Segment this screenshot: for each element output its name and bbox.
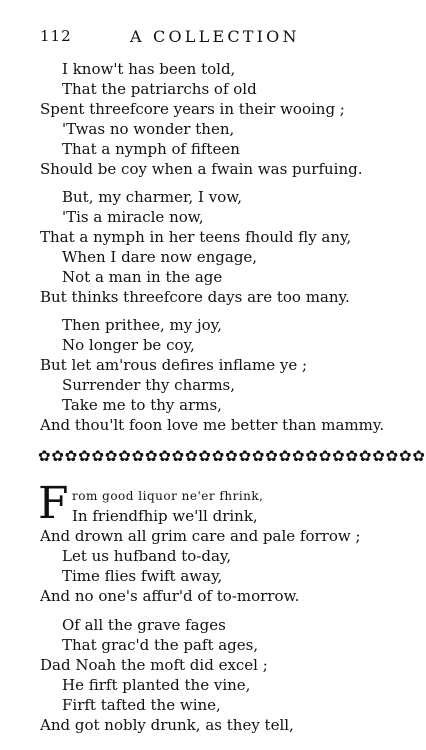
verse-line: That the patriarchs of old bbox=[62, 80, 257, 98]
verse-line: That a nymph of fifteen bbox=[62, 140, 240, 158]
verse-line: And no one's affur'd of to-morrow. bbox=[40, 587, 300, 605]
verse-line: Let us hufband to-day, bbox=[62, 547, 232, 565]
verse-line: And got nobly drunk, as they tell, bbox=[40, 716, 294, 734]
ornament-divider: ✿✿✿✿✿✿✿✿✿✿✿✿✿✿✿✿✿✿✿✿✿✿✿✿✿✿✿✿✿ bbox=[38, 447, 426, 465]
verse-line: And thou'lt foon love me better than mammy. bbox=[40, 416, 385, 434]
verse-line: Time flies fwift away, bbox=[62, 567, 223, 585]
verse-line: I know't has been told, bbox=[62, 60, 236, 78]
verse-line: When I dare now engage, bbox=[62, 248, 258, 266]
page-header bbox=[0, 27, 407, 47]
verse-line: Spent threefcore years in their wooing ; bbox=[40, 100, 345, 118]
running-title: A COLLECTION bbox=[130, 27, 300, 46]
verse-line: And drown all grim care and pale forrow ; bbox=[40, 527, 361, 545]
verse-line: Dad Noah the moft did excel ; bbox=[40, 656, 268, 674]
verse-line: 'Tis a miracle now, bbox=[62, 208, 204, 226]
verse-line: Not a man in the age bbox=[62, 268, 223, 286]
verse-line: He firft planted the vine, bbox=[62, 676, 251, 694]
verse-line: Take me to thy arms, bbox=[62, 396, 222, 414]
verse-line: But let am'rous defires inflame ye ; bbox=[40, 356, 308, 374]
verse-line: But, my charmer, I vow, bbox=[62, 188, 243, 206]
verse-line: Firft tafted the wine, bbox=[62, 696, 221, 714]
verse-line: Surrender thy charms, bbox=[62, 376, 236, 394]
verse-line: That a nymph in her teens fhould fly any, bbox=[40, 228, 352, 246]
drop-cap: F bbox=[38, 478, 69, 529]
verse-line: 'Twas no wonder then, bbox=[62, 120, 235, 138]
verse-line: Of all the grave fages bbox=[62, 616, 226, 634]
verse-line: But thinks threefcore days are too many. bbox=[40, 288, 350, 306]
verse-line-first: rom good liquor ne'er fhrink, bbox=[72, 489, 264, 503]
verse-line: Then prithee, my joy, bbox=[62, 316, 222, 334]
verse-line: That grac'd the paft ages, bbox=[62, 636, 259, 654]
verse-line: In friendfhip we'll drink, bbox=[72, 507, 258, 525]
page-number: 112 bbox=[40, 27, 72, 45]
verse-line: No longer be coy, bbox=[62, 336, 195, 354]
verse-line: Should be coy when a fwain was purfuing. bbox=[40, 160, 363, 178]
